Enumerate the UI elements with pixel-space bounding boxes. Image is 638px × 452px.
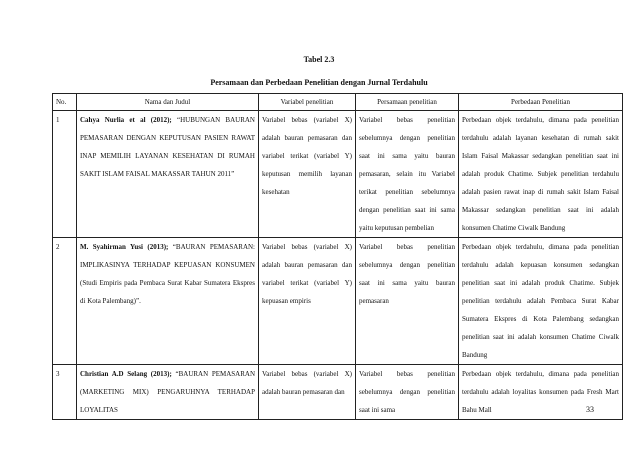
- row-name-title: [77, 111, 259, 238]
- row-variabel: Variabel bebas (variabel X) adalah bauran pemasaran dan variabel terikat (variabel Y) keputusan memilih layanan kesehatan: [259, 111, 356, 238]
- row-author: M. Syahirman Yusi (2013);: [80, 243, 169, 251]
- table-row: [53, 111, 623, 238]
- row-number: 2: [53, 238, 77, 365]
- header-persamaan: Persamaan penelitian: [356, 94, 459, 111]
- page-number: 33: [586, 405, 594, 414]
- row-study-title: “BAURAN PEMASARAN: IMPLIKASINYA TERHADAP KEPUASAN KONSUMEN (Studi Empiris pada Pembaca Surat Kabar Sumatera Ekspres di Kota Palembang)”.: [80, 243, 255, 305]
- row-name-title: [77, 365, 259, 420]
- table-subtitle: Persamaan dan Perbedaan Penelitian dengan Jurnal Terdahulu: [210, 78, 428, 87]
- row-variabel: Variabel bebas (variabel X) adalah bauran pemasaran dan: [259, 365, 356, 420]
- row-author: Christian A.D Selang (2013);: [80, 370, 172, 378]
- row-variabel: Variabel bebas (variabel X) adalah bauran pemasaran dan variabel terikat (variabel Y) kepuasan empiris: [259, 238, 356, 365]
- table-row: [53, 238, 623, 365]
- header-nama-judul: Nama dan Judul: [77, 94, 259, 111]
- row-number: 1: [53, 111, 77, 238]
- row-author: Cahya Nurlia et al (2012);: [80, 116, 172, 124]
- header-perbedaan: Perbedaan Penelitian: [459, 94, 623, 111]
- row-persamaan: Variabel bebas penelitian sebelumnya dengan penelitian saat ini sama: [356, 365, 459, 420]
- header-no: No.: [53, 94, 77, 111]
- row-study-title: “BAURAN PEMASARAN (MARKETING MIX) PENGARUHNYA TERHADAP LOYALITAS: [80, 370, 256, 414]
- row-persamaan: Variabel bebas penelitian sebelumnya dengan penelitian saat ini sama yaitu bauran pemasaran: [356, 238, 459, 365]
- comparison-table: [52, 93, 623, 420]
- table-row: [53, 365, 623, 420]
- table-header-row: [53, 94, 623, 111]
- row-perbedaan: Perbedaan objek terdahulu, dimana pada penelitian terdahulu adalah kepuasan konsumen sedangkan penelitian saat ini adalah produk Chatime. Subjek penelitian terdahulu adalah Pembaca Surat Kabar Sumatera Ekspres di Kota Palembang sedangkan penelitian saat ini adalah konsumen Chatime Ciwalk Bandung: [459, 238, 623, 365]
- header-variabel: Variabel penelitian: [259, 94, 356, 111]
- row-perbedaan: Perbedaan objek terdahulu, dimana pada penelitian terdahulu adalah layanan kesehatan di rumah sakit Islam Faisal Makassar sedangkan penelitian saat ini adalah produk Chatime. Subjek penelitian terdahulu adalah pasien rawat inap di rumah sakit Islam Faisal Makassar sedangkan penelitian saat ini adalah konsumen Chatime Ciwalk Bandung: [459, 111, 623, 238]
- row-number: 3: [53, 365, 77, 420]
- row-name-title: [77, 238, 259, 365]
- table-title: Tabel 2.3: [303, 55, 335, 64]
- row-persamaan: Variabel bebas penelitian sebelumnya dengan penelitian saat ini sama yaitu bauran pemasaran, selain itu Variabel terikat penelitian sebelumnya dengan penelitian saat ini sama yaitu keputusan pembelian: [356, 111, 459, 238]
- row-perbedaan: Perbedaan objek terdahulu, dimana pada penelitian terdahulu adalah loyalitas konsumen pada Fresh Mart Bahu Mall: [459, 365, 623, 420]
- row-study-title: “HUBUNGAN BAURAN PEMASARAN DENGAN KEPUTUSAN PASIEN RAWAT INAP MEMILIH LAYANAN KESEHATAN DI RUMAH SAKIT ISLAM FAISAL MAKASSAR TAHUN 2011”: [80, 116, 255, 178]
